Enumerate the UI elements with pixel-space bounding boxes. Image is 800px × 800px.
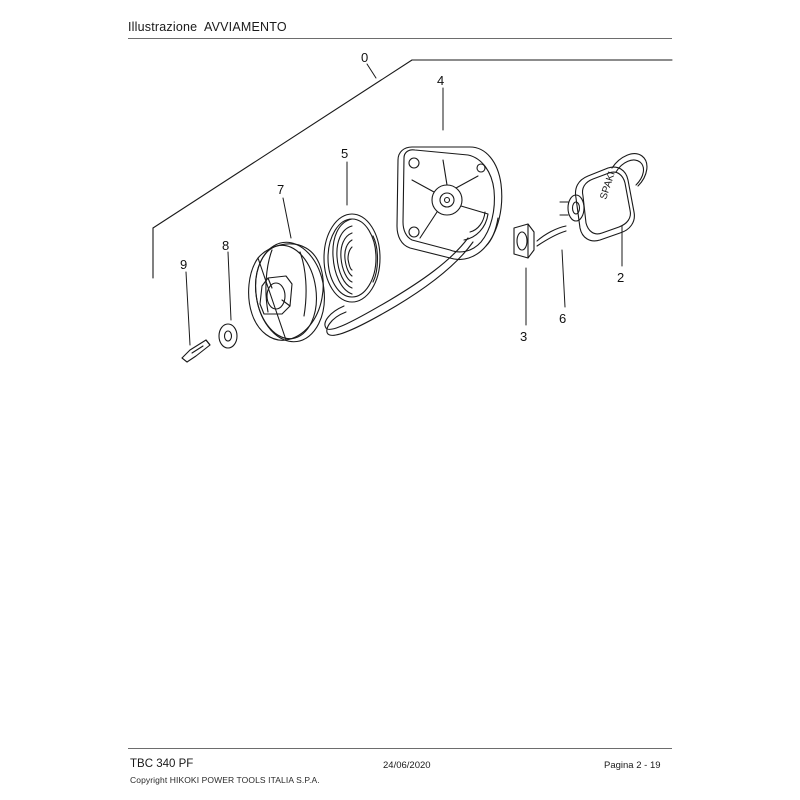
callout-8[interactable]: 8 [222,238,230,253]
callout-7[interactable]: 7 [277,182,285,197]
assembly-bracket [153,60,672,278]
part-starter-pulley-7 [249,238,331,346]
footer-copyright: Copyright HIKOKI POWER TOOLS ITALIA S.P.A. [130,775,320,785]
callout-leader-lines [186,64,625,345]
part-recoil-spring-5 [324,214,380,302]
callout-6[interactable]: 6 [559,311,567,326]
callout-9[interactable]: 9 [180,257,188,272]
part-starter-rope-6 [325,226,566,335]
part-washer-8 [219,324,237,348]
footer-page-number: Pagina 2 - 19 [604,760,661,771]
callout-2[interactable]: 2 [617,270,625,285]
callout-0[interactable]: 0 [361,50,369,65]
footer-divider [128,748,672,749]
footer-model: TBC 340 PF [130,758,194,770]
handle-brand-text: SPAKI [598,170,618,201]
footer-date: 24/06/2020 [383,760,431,771]
callout-3[interactable]: 3 [520,329,528,344]
page-header-title: Illustrazione AVVIAMENTO [128,20,287,34]
part-rope-guide-3 [514,224,534,258]
part-starter-handle-2 [560,154,647,241]
part-screw-9 [182,340,210,362]
callout-5[interactable]: 5 [341,146,349,161]
part-starter-housing-4 [397,147,502,260]
callout-4[interactable]: 4 [437,73,445,88]
